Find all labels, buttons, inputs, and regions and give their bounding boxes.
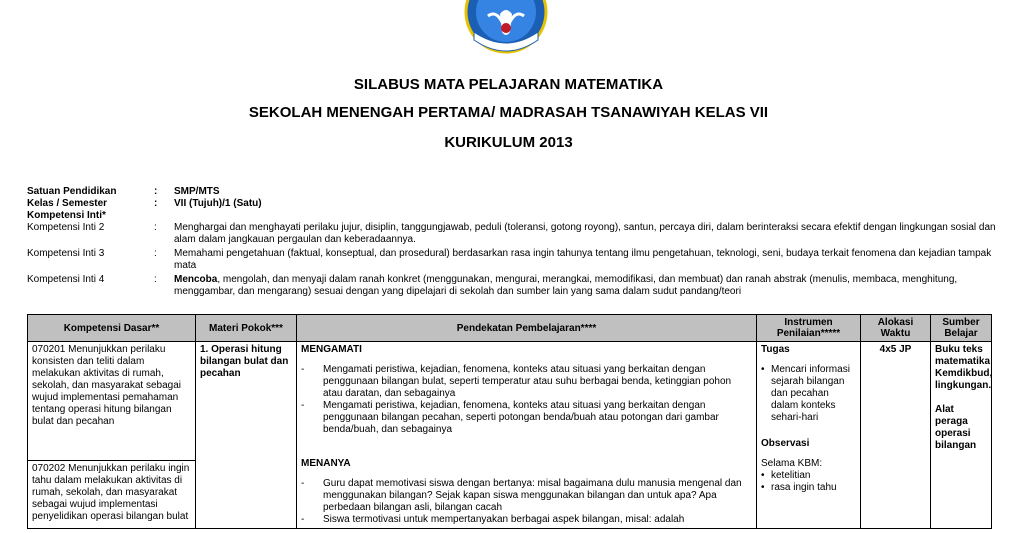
header-instrumen: Instrumen Penilaian***** [757, 315, 861, 342]
sumber-item: Alat peraga operasi bilangan [935, 404, 977, 451]
menanya-title: MENANYA [301, 458, 351, 469]
list-item-text: Mengamati peristiwa, kejadian, fenomena, konteks atau situasi yang berkaitan dengan penggunaan bilangan pecahan, seperti potongan benda/buah atau potongan dari gambar benda/buah, dan sebagainya [323, 400, 719, 435]
bullet-marker: • [761, 470, 765, 481]
info-value: Menghargai dan menghayati perilaku jujur, disiplin, tanggungjawab, peduli (toleransi, gotong royong), santun, percaya diri, dalam berinteraksi secara efektif dengan lingkungan sosial dan alam dalam jangkauan pergaulan dan keberadaannya. [174, 222, 996, 245]
list-item-text: Mengamati peristiwa, kejadian, fenomena, konteks atau situasi yang berkaitan dengan penggunaan bilangan bulat, seperti temperatur atau suhu berbagai benda, ketinggian pohon atau daratan, dan sebagainya [323, 364, 732, 399]
info-value-rest: , mengolah, dan menyaji dalam ranah konkret (menggunakan, mengurai, merangkai, memodifikasi, dan membuat) dan ranah abstrak (menulis, membaca, menghitung, menggambar, dan mengarang) sesuai dengan yang dipelajari di sekolah dan sumber lain yang sama dalam sudut pandang/teori [174, 274, 958, 297]
info-value: Memahami pengetahuan (faktual, konseptual, dan prosedural) berdasarkan rasa ingin tahunya tentang ilmu pengetahuan, teknologi, seni, budaya terkait fenomena dan kejadian tampak mata [174, 248, 992, 271]
curriculum-title: KURIKULUM 2013 [444, 134, 573, 151]
dash-marker: - [301, 364, 305, 375]
list-item-text: ketelitian [771, 470, 811, 481]
list-item [761, 470, 856, 482]
list-item [761, 364, 856, 424]
syllabus-table [27, 314, 992, 529]
list-item-text: Mencari informasi sejarah bilangan dan pecahan dalam konteks sehari-hari [771, 364, 850, 423]
table-header-row [28, 315, 992, 342]
list-item [301, 478, 752, 514]
pendekatan-cell [297, 342, 757, 529]
info-row-ki [27, 210, 997, 222]
list-item [301, 364, 752, 400]
observasi-intro: Selama KBM: [761, 458, 823, 469]
info-separator: : [154, 222, 157, 233]
list-item-text: rasa ingin tahu [771, 482, 837, 493]
alokasi-cell: 4x5 JP [861, 342, 931, 529]
info-value-bold: Mencoba [174, 274, 218, 285]
dash-marker: - [301, 514, 305, 525]
dash-marker: - [301, 478, 305, 489]
info-label: Kompetensi Inti* [27, 210, 106, 221]
bullet-marker: • [761, 482, 765, 493]
info-value [174, 274, 997, 298]
bullet-marker: • [761, 364, 765, 375]
info-row-ki3 [27, 248, 997, 272]
info-label: Satuan Pendidikan [27, 186, 117, 197]
header-kompetensi-dasar: Kompetensi Dasar** [28, 315, 196, 342]
info-label: Kompetensi Inti 3 [27, 248, 105, 259]
info-row-kelas [27, 198, 997, 210]
syllabus-info [27, 186, 997, 298]
info-value: VII (Tujuh)/1 (Satu) [174, 198, 262, 209]
sumber-cell [931, 342, 992, 529]
table-row [28, 342, 992, 529]
info-row-satuan [27, 186, 997, 198]
sumber-item: Buku teks matematika Kemdikbud, lingkungan. [935, 344, 993, 391]
kd-item: 070201 Menunjukkan perilaku konsisten dan teliti dalam melakukan aktivitas di rumah, sekolah, dan masyarakat sebagai wujud implementasi pemahaman tentang operasi hitung bilangan bulat dan pecahan [28, 342, 195, 461]
school-level-title: SEKOLAH MENENGAH PERTAMA/ MADRASAH TSANAWIYAH KELAS VII [248, 104, 769, 121]
info-separator: : [154, 274, 157, 285]
list-item [301, 400, 752, 436]
info-label: Kelas / Semester [27, 198, 108, 209]
info-label: Kompetensi Inti 2 [27, 222, 105, 233]
info-value: SMP/MTS [174, 186, 220, 197]
header-alokasi: Alokasi Waktu [861, 315, 931, 342]
syllabus-title: SILABUS MATA PELAJARAN MATEMATIKA [353, 76, 664, 93]
info-separator: : [154, 248, 157, 259]
info-row-ki2 [27, 222, 997, 246]
header-materi-pokok: Materi Pokok*** [196, 315, 297, 342]
kd-cell [28, 342, 196, 529]
tut-wuri-handayani-logo [456, 0, 556, 60]
info-row-ki4 [27, 274, 997, 298]
list-item [301, 514, 752, 526]
mengamati-title: MENGAMATI [301, 344, 362, 355]
header-sumber: Sumber Belajar [931, 315, 992, 342]
instrumen-cell [757, 342, 861, 529]
dash-marker: - [301, 400, 305, 411]
info-separator: : [154, 198, 158, 209]
list-item-text: Siswa termotivasi untuk mempertanyakan berbagai aspek bilangan, misal: adalah [323, 514, 685, 525]
header-pendekatan: Pendekatan Pembelajaran**** [297, 315, 757, 342]
observasi-title: Observasi [761, 438, 810, 449]
materi-cell: 1. Operasi hitung bilangan bulat dan pecahan [196, 342, 297, 529]
info-label: Kompetensi Inti 4 [27, 274, 105, 285]
kd-item: 070202 Menunjukkan perilaku ingin tahu dalam melakukan aktivitas di rumah, sekolah, dan masyarakat sebagai wujud implementasi penyelidikan operasi bilangan bulat [32, 463, 190, 522]
tugas-title: Tugas [761, 344, 790, 355]
info-separator: : [154, 186, 158, 197]
list-item [761, 482, 856, 494]
list-item-text: Guru dapat memotivasi siswa dengan bertanya: misal bagaimana dulu manusia mengenal dan menggunakan bilangan? Sejak kapan siswa menggunakan bilangan dan untuk apa? Apa perbedaan bilangan asli, bilangan cacah [323, 478, 742, 513]
